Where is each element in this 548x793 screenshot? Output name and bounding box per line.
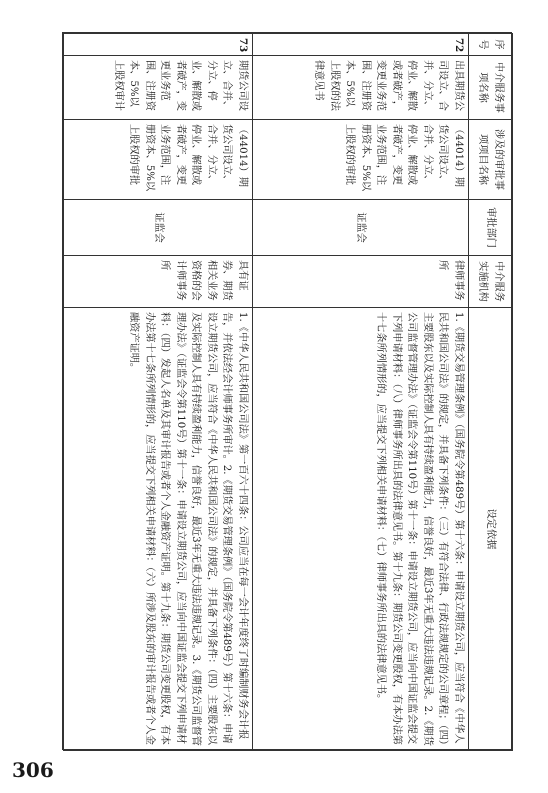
row-seq: 72 (253, 34, 469, 56)
row-dept: 证监会 (253, 200, 469, 256)
header-basis: 设定依据 (469, 308, 513, 751)
table-row (64, 34, 253, 751)
row-agency: 律师事务所 (253, 256, 469, 308)
row-seq: 73 (64, 34, 253, 56)
header-seq: 序号 (469, 34, 513, 56)
row-agency: 具有证券、期货相关业务资格的会计师事务所 (64, 256, 253, 308)
row-basis: 1.《期货交易管理条例》（国务院令第489号）第十六条：申请设立期货公司，应当符合《中华人民共和国公司法》的规定，并具备下列条件：（三）有符合法律、行政法规规定的公司章程；（四）主要股东以及实际控制人具有持续盈利能力，信誉良好，最近3年无重大违法违规记录。2.《期货公司监督管理办法》（证监会令第110号）第十一条：申请设立期货公司，应当向中国证监会提交下列申请材料：（八）律师事务所出具的法律意见书。第十九条：期货公司变更股权，有本办法第十七条所列情形的，应当提交下列相关申请材料：（七）律师事务所出具的法律意见书。 (253, 308, 469, 751)
row-item-name: 期货公司设立、合并、分立、停业、解散或者破产，变更业务范围、注册资本、5%以上股权审计 (64, 56, 253, 120)
row-dept: 证监会 (64, 200, 253, 256)
rotated-table-wrapper (63, 33, 513, 751)
table-row (253, 34, 469, 751)
approval-table (63, 33, 513, 751)
header-dept: 审批部门 (469, 200, 513, 256)
row-approval-item: （44014）期货公司设立、合并、分立、停业、解散或者破产，变更业务范围，注册资本、5%以上股权的审批 (253, 120, 469, 200)
header-row (469, 34, 513, 751)
row-basis: 1.《中华人民共和国公司法》第一百六十四条：公司应当在每一会计年度终了时编制财务会计报告，并依法经会计师事务所审计。2.《期货交易管理条例》（国务院令第489号）第十六条：申请设立期货公司，应当符合《中华人民共和国公司法》的规定，并具备下列条件：（四）主要股东以及实际控制人具有持续盈利能力，信誉良好，最近3年无重大违法违规记录。3.《期货公司监督管理办法》（证监会令第110号）第十一条：申请设立期货公司，应当向中国证监会提交下列申请材料：（四）发起人名单及其审计报告或者个人金融资产证明。第十九条：期货公司变更股权，有本办法第十七条所列情形的，应当提交下列相关申请材料：（六）所涉及股东的审计报告或者个人金融资产证明。 (64, 308, 253, 751)
page-frame (62, 32, 512, 750)
row-item-name: 出具期货公司设立、合并、分立、停业、解散或者破产，变更业务范围、注册资本、5%以上股权的法律意见书 (253, 56, 469, 120)
page-number: 306 (12, 758, 54, 782)
header-approval-item: 涉及的审批事项项目名称 (469, 120, 513, 200)
header-agency: 中介服务实施机构 (469, 256, 513, 308)
header-item-name: 中介服务事项名称 (469, 56, 513, 120)
row-approval-item: （44014）期货公司设立、合并、分立、停业、解散或者破产，变更业务范围，注册资本、5%以上股权的审批 (64, 120, 253, 200)
